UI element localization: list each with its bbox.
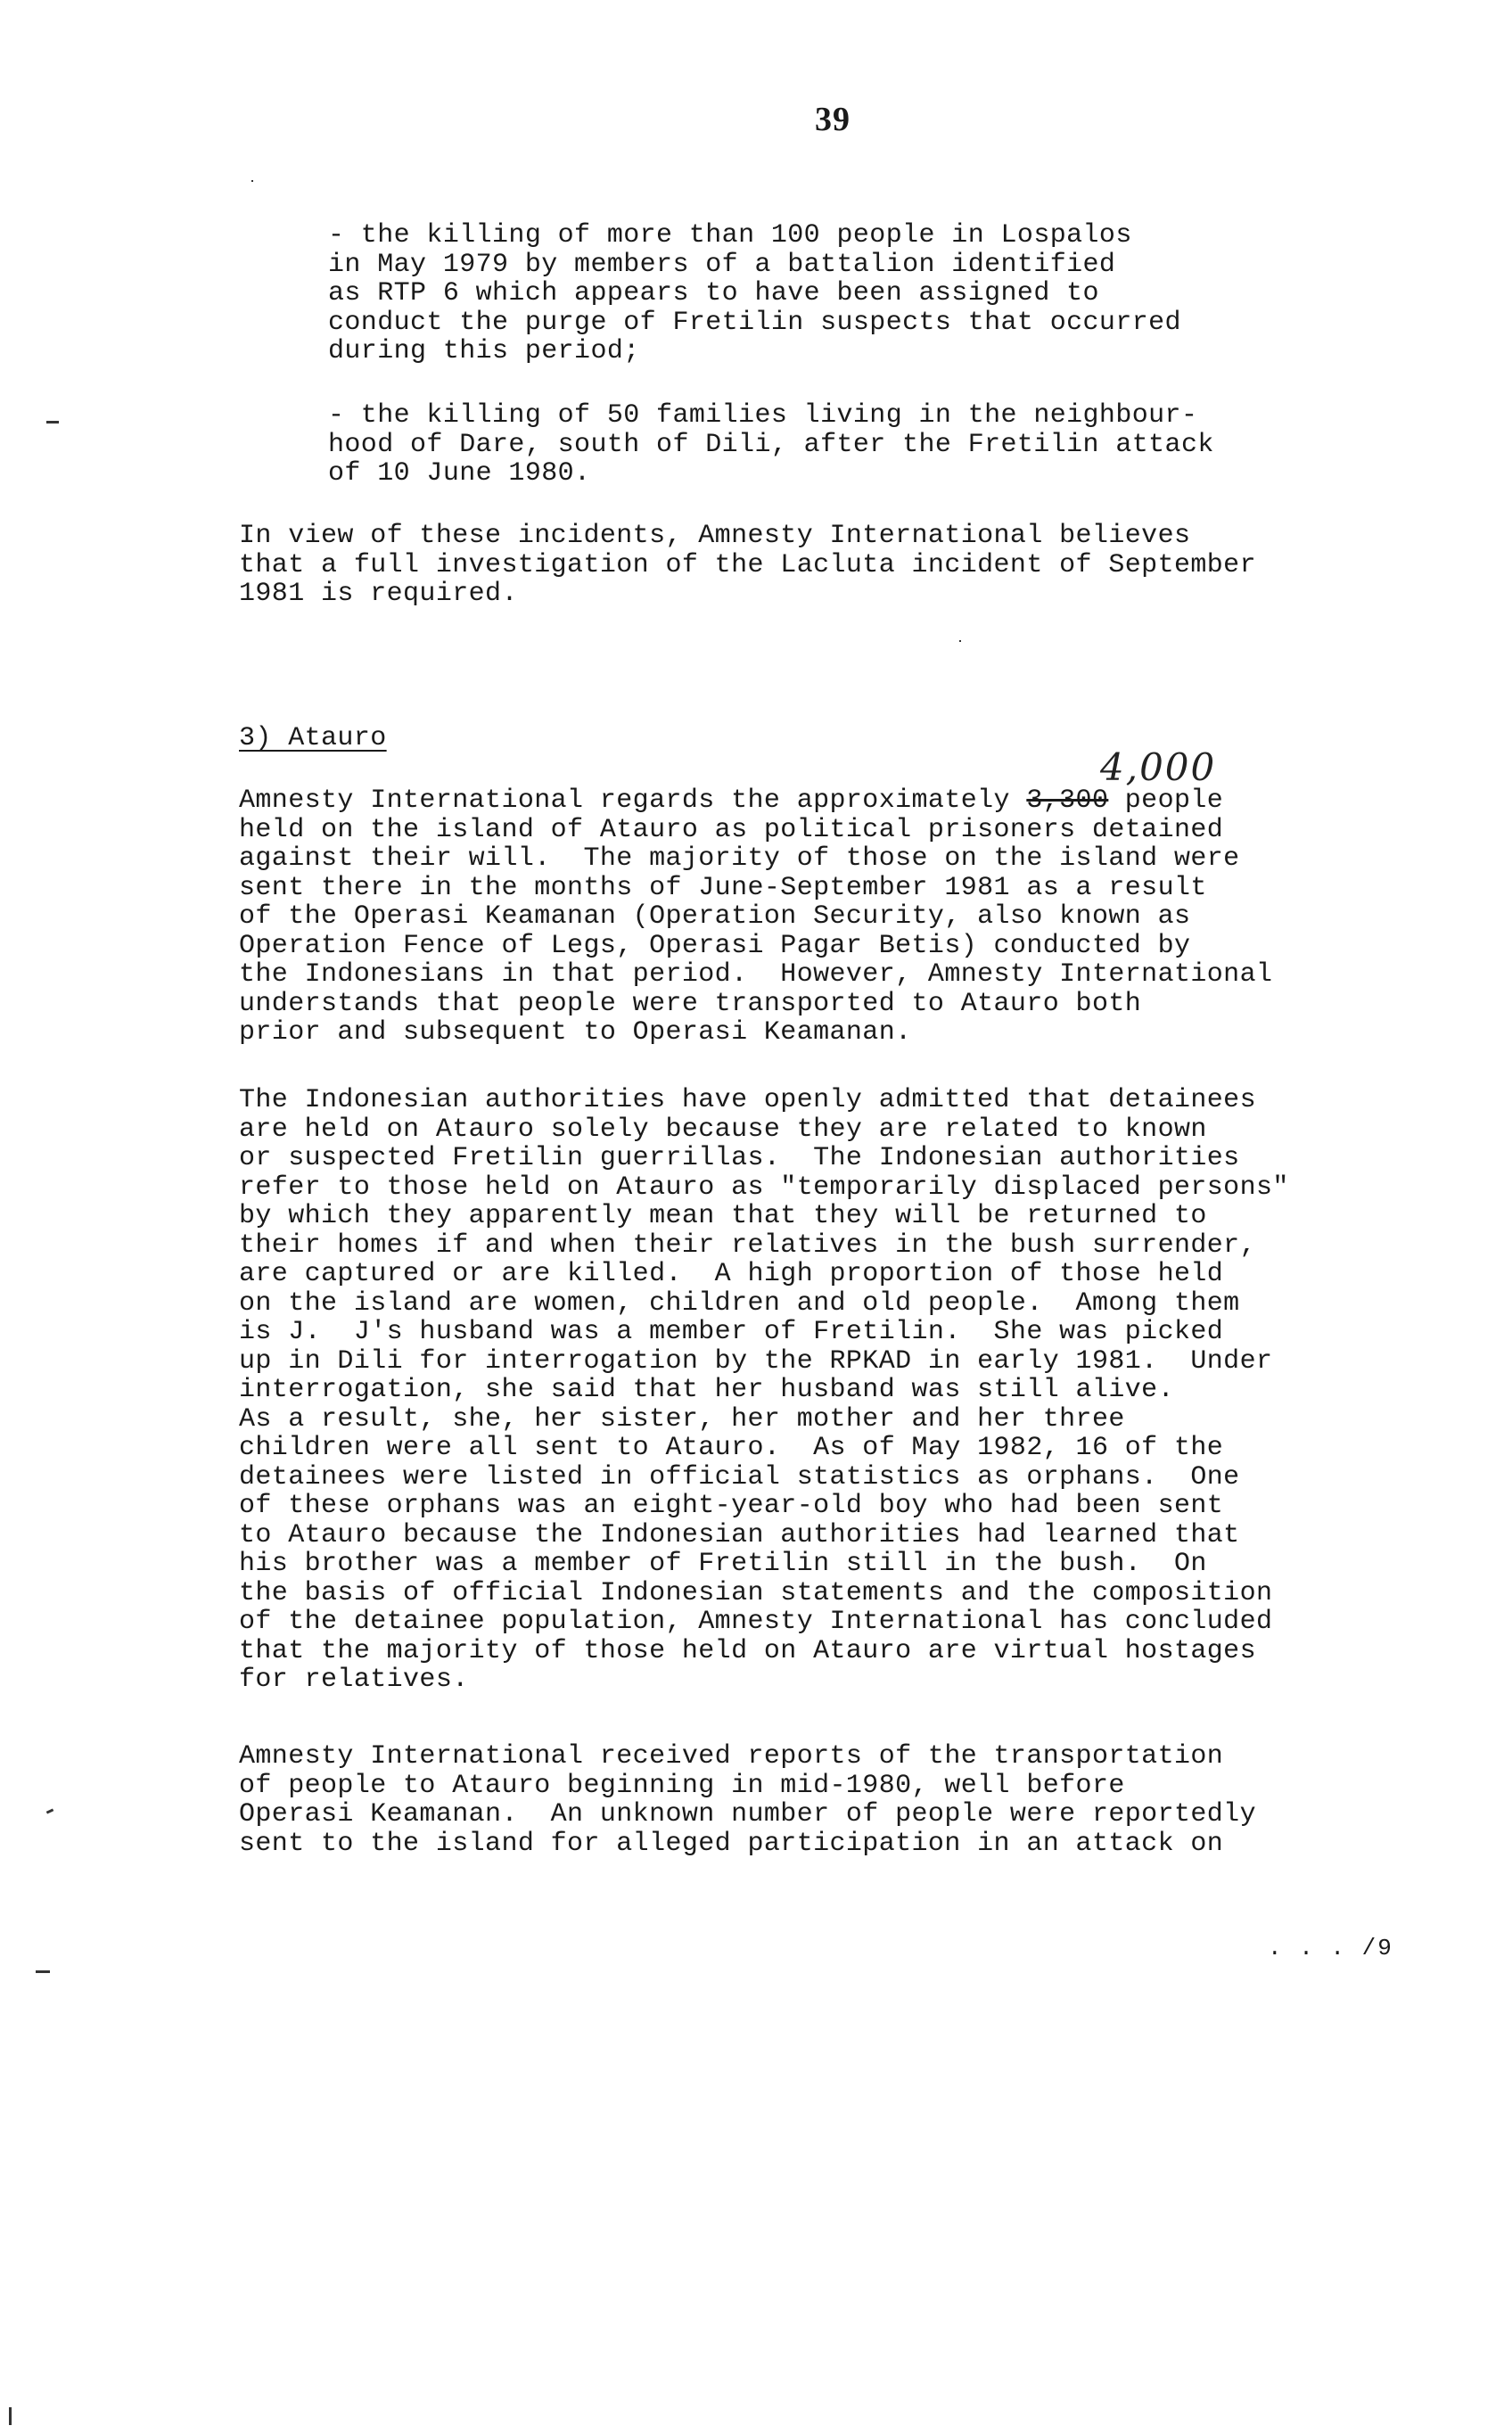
text-line: of people to Atauro beginning in mid-1980, well before xyxy=(239,1770,1125,1801)
text-line: - the killing of 50 families living in the neighbour- xyxy=(328,400,1198,431)
text-line: of 10 June 1980. xyxy=(328,458,591,489)
text-line: held on the island of Atauro as political prisoners detained xyxy=(239,814,1224,845)
text-line: understands that people were transported to Atauro both xyxy=(239,988,1142,1019)
text-line: of these orphans was an eight-year-old boy who had been sent xyxy=(239,1491,1224,1521)
margin-mark xyxy=(46,1808,54,1813)
text-line: Operasi Keamanan. An unknown number of people were reportedly xyxy=(239,1799,1256,1830)
margin-mark xyxy=(36,1970,50,1973)
paragraph-transportation xyxy=(239,1742,1256,1858)
text-line: prior and subsequent to Operasi Keamanan. xyxy=(239,1017,912,1048)
text-line: of the detainee population, Amnesty International has concluded xyxy=(239,1607,1273,1637)
text-line: of the Operasi Keamanan (Operation Security, also known as xyxy=(239,901,1191,932)
text-line: - the killing of more than 100 people in Lospalos xyxy=(328,220,1132,251)
text-line: is J. J's husband was a member of Fretilin. She was picked xyxy=(239,1317,1224,1347)
text-line: by which they apparently mean that they will be returned to xyxy=(239,1201,1207,1231)
text-line: children were all sent to Atauro. As of May 1982, 16 of the xyxy=(239,1433,1224,1463)
text-line: hood of Dare, south of Dili, after the Fretilin attack xyxy=(328,429,1214,460)
text-line: Amnesty International received reports of the transportation xyxy=(239,1741,1224,1772)
text-line: sent to the island for alleged participation in an attack on xyxy=(239,1828,1224,1859)
handwritten-correction: 4,000 xyxy=(1100,745,1217,789)
text-line: are captured or are killed. A high proportion of those held xyxy=(239,1259,1224,1289)
text-line: refer to those held on Atauro as "temporarily displaced persons" xyxy=(239,1172,1289,1203)
text-line: on the island are women, children and old people. Among them xyxy=(239,1287,1240,1319)
text-line xyxy=(239,786,1272,816)
text-line: in May 1979 by members of a battalion identified xyxy=(328,249,1116,280)
text-line: his brother was a member of Fretilin still in the bush. On xyxy=(239,1549,1207,1579)
text-line: as RTP 6 which appears to have been assigned to xyxy=(328,278,1099,308)
text-line: detainees were listed in official statistics as orphans. One xyxy=(239,1461,1240,1492)
text-line: their homes if and when their relatives in the bush surrender, xyxy=(239,1229,1256,1261)
margin-mark xyxy=(9,2407,12,2425)
text-line: The Indonesian authorities have openly admitted that detainees xyxy=(239,1085,1256,1115)
text-line: against their will. The majority of those on the island were xyxy=(239,843,1240,874)
paragraph-atauro-prisoners xyxy=(239,786,1272,1048)
text-line: sent there in the months of June-September 1981 as a result xyxy=(239,872,1207,903)
intro-paragraph xyxy=(239,522,1256,609)
speck xyxy=(251,180,253,182)
text-line: are held on Atauro solely because they are related to known xyxy=(239,1114,1207,1145)
section-heading: 3) Atauro xyxy=(239,723,387,753)
text-line: that the majority of those held on Atauro are virtual hostages xyxy=(239,1635,1256,1666)
speck xyxy=(959,640,961,642)
text-line: conduct the purge of Fretilin suspects that occurred xyxy=(328,307,1181,338)
text-line: or suspected Fretilin guerrillas. The Indonesian authorities xyxy=(239,1143,1240,1173)
bullet-item-dare xyxy=(328,401,1214,489)
paragraph-hostages xyxy=(239,1086,1289,1695)
text-line: for relatives. xyxy=(239,1665,469,1695)
bullet-item-lospalos xyxy=(328,221,1181,366)
text-line: 1981 is required. xyxy=(239,579,518,609)
text-line: interrogation, she said that her husband was still alive. xyxy=(239,1375,1174,1405)
text-line: up in Dili for interrogation by the RPKAD in early 1981. Under xyxy=(239,1345,1273,1377)
text-line: during this period; xyxy=(328,336,640,366)
text-line: the Indonesians in that period. However, Amnesty International xyxy=(239,959,1273,990)
text-line: the basis of official Indonesian statements and the composition xyxy=(239,1577,1273,1608)
page-number: 39 xyxy=(815,101,850,138)
text-line: As a result, she, her sister, her mother and her three xyxy=(239,1403,1125,1435)
line-prefix: Amnesty International regards the approximately xyxy=(239,785,1027,816)
struck-number: 3,300 xyxy=(1026,785,1109,816)
text-line: In view of these incidents, Amnesty International believes xyxy=(239,521,1191,551)
margin-mark xyxy=(46,421,59,423)
text-line: that a full investigation of the Lacluta incident of September xyxy=(239,549,1256,580)
text-line: to Atauro because the Indonesian authorities had learned that xyxy=(239,1519,1240,1550)
text-line: Operation Fence of Legs, Operasi Pagar Betis) conducted by xyxy=(239,930,1191,961)
line-suffix: people xyxy=(1108,785,1224,816)
page-continuation-marker: . . . /9 xyxy=(1268,1935,1393,1961)
